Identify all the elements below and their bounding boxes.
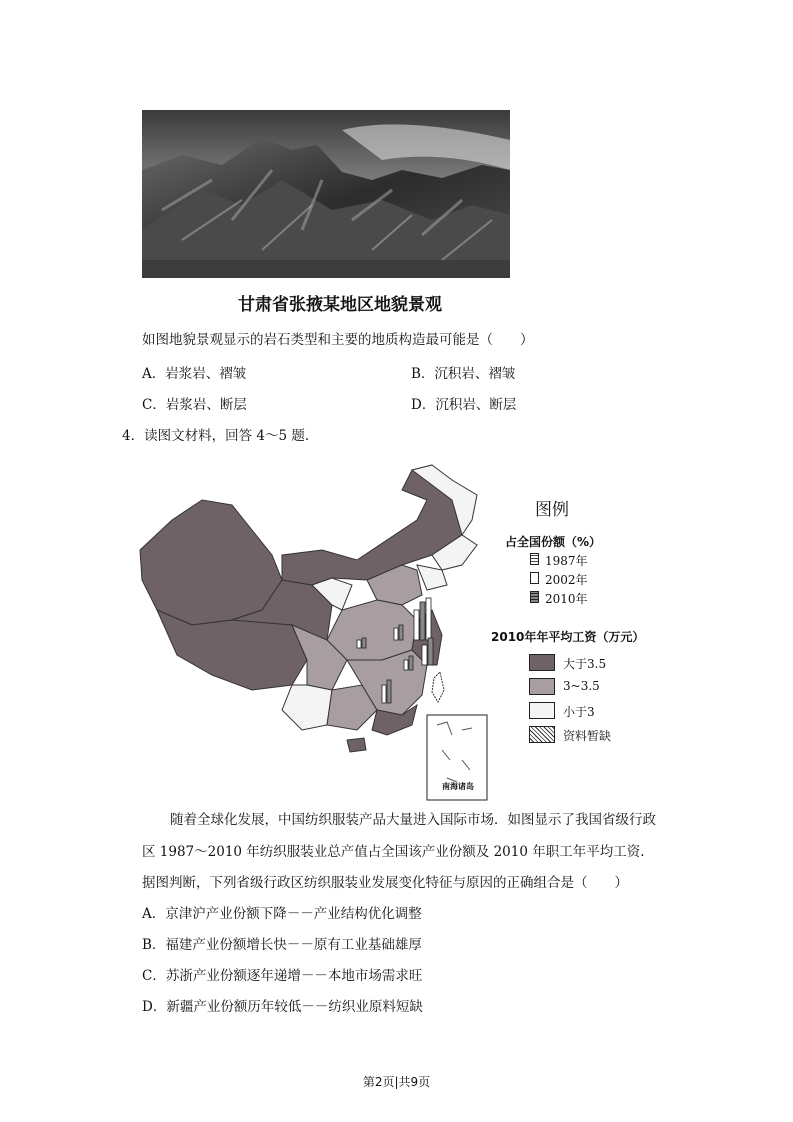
- china-map: [132, 460, 492, 805]
- legend-wage-mid: 3~3.5: [563, 679, 600, 693]
- option-b: B．沉积岩、褶皱: [411, 366, 516, 382]
- photo-caption: 甘肃省张掖某地区地貌景观: [238, 295, 442, 315]
- question-intro: 4．读图文材料，回答 4～5 题.: [122, 428, 310, 444]
- q4-option-c: C．苏浙产业份额逐年递增－－本地市场需求旺: [142, 968, 423, 984]
- legend-share-heading: 占全国份额（%）: [505, 535, 602, 549]
- option-a: A．岩浆岩、褶皱: [142, 366, 247, 382]
- swatch-wage-mid: [529, 678, 555, 695]
- region-hainan: [347, 738, 366, 752]
- q4-option-d: D．新疆产业份额历年较低－－纺织业原料短缺: [142, 999, 423, 1015]
- option-c: C．岩浆岩、断层: [142, 397, 247, 413]
- swatch-2002: [530, 572, 539, 584]
- legend-year-1987: 1987年: [545, 554, 588, 568]
- landscape-photo: [142, 110, 510, 278]
- legend-wage-high: 大于3.5: [563, 657, 607, 671]
- legend-wage-heading: 2010年年平均工资（万元）: [491, 630, 645, 644]
- passage-line-2: 区 1987～2010 年纺织服装业总产值占全国该产业份额及 2010 年职工年平均工资.: [142, 844, 645, 860]
- legend-title: 图例: [535, 500, 569, 520]
- option-d: D．沉积岩、断层: [411, 397, 517, 413]
- legend-year-2010: 2010年: [545, 592, 588, 606]
- region-yunnan: [282, 685, 332, 730]
- page-footer: 第2页|共9页: [362, 1075, 431, 1089]
- swatch-no-data: [529, 726, 555, 743]
- swatch-1987: [530, 553, 539, 565]
- region-taiwan: [432, 672, 444, 702]
- legend-no-data: 资料暂缺: [563, 729, 612, 743]
- q4-option-a: A．京津沪产业份额下降－－产业结构优化调整: [142, 906, 422, 922]
- q4-option-b: B．福建产业份额增长快－－原有工业基础雄厚: [142, 937, 422, 953]
- swatch-wage-high: [529, 654, 555, 671]
- inset-label: 南海诸岛: [442, 781, 474, 791]
- region-xinjiang: [140, 500, 282, 625]
- passage-line-3: 据图判断，下列省级行政区纺织服装业发展变化特征与原因的正确组合是（ ）: [142, 875, 628, 891]
- swatch-2010: [530, 591, 539, 603]
- passage-line-1: 随着全球化发展，中国纺织服装产品大量进入国际市场．如图显示了我国省级行政: [170, 812, 656, 828]
- legend-year-2002: 2002年: [545, 573, 588, 587]
- legend-wage-low: 小于3: [563, 705, 595, 719]
- swatch-wage-low: [529, 702, 555, 719]
- question-stem: 如图地貌景观显示的岩石类型和主要的地质构造最可能是（ ）: [142, 332, 534, 348]
